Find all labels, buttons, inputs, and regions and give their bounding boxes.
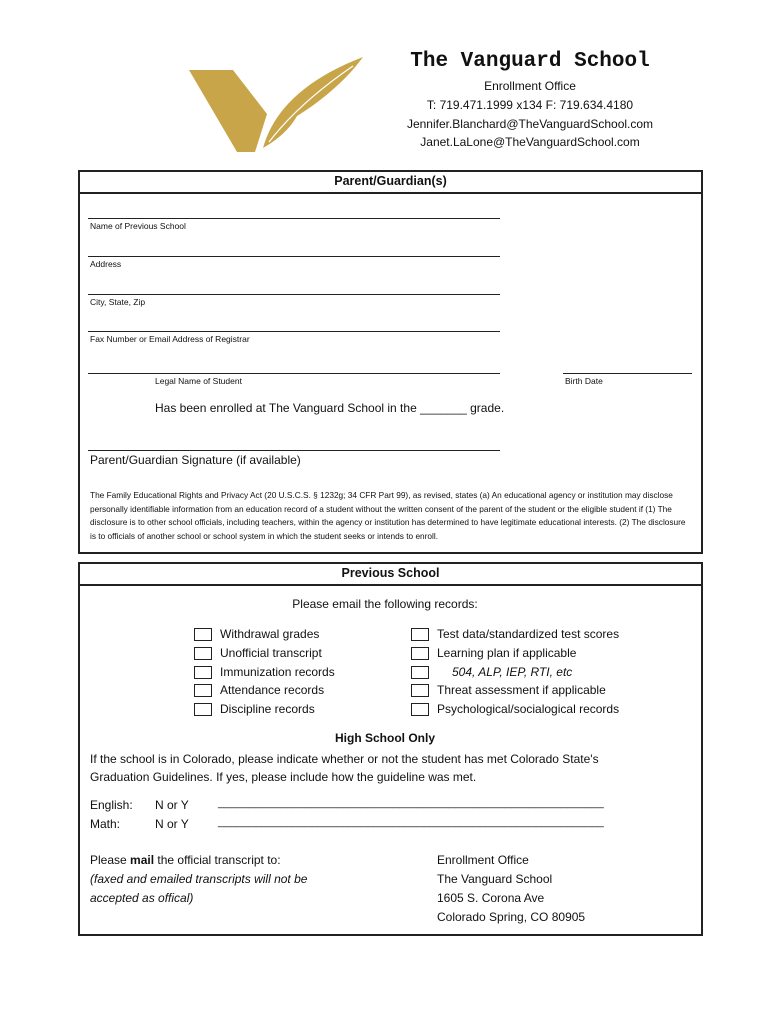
math-label: Math:: [90, 817, 121, 831]
checkbox-test-data[interactable]: [411, 628, 429, 641]
legal-name-label: Legal Name of Student: [155, 376, 242, 386]
legal-name-line[interactable]: [88, 373, 500, 374]
email-janet: Janet.LaLone@TheVanguardSchool.com: [420, 135, 640, 149]
withdrawal-grades-label: Withdrawal grades: [220, 627, 320, 641]
signature-line[interactable]: [88, 450, 500, 451]
fax-note-1: (faxed and emailed transcripts will not be: [90, 872, 308, 886]
immunization-records-label: Immunization records: [220, 665, 335, 679]
threat-assessment-label: Threat assessment if applicable: [437, 683, 606, 697]
psychological-records-label: Psychological/socialogical records: [437, 702, 620, 716]
previous-school-title: Previous School: [80, 564, 701, 586]
school-name: The Vanguard School: [410, 50, 650, 73]
enrollment-office-heading: Enrollment Office: [484, 79, 576, 93]
504-alp-iep-rti-label: 504, ALP, IEP, RTI, etc: [452, 665, 573, 679]
logo-quill: [263, 57, 363, 148]
city-state-zip-label: City, State, Zip: [90, 297, 146, 307]
mail-address-school: The Vanguard School: [437, 872, 553, 886]
colorado-guidelines-text-1: If the school is in Colorado, please indicate whether or not the student has met Colorado State's: [90, 752, 599, 766]
checkbox-withdrawal-grades[interactable]: [194, 628, 212, 641]
discipline-records-label: Discipline records: [220, 702, 315, 716]
mail-instruction-suffix: the official transcript to:: [154, 853, 281, 867]
checkbox-504-alp-iep-rti[interactable]: [411, 666, 429, 679]
email-jennifer: Jennifer.Blanchard@TheVanguardSchool.com: [406, 117, 654, 131]
checkbox-learning-plan[interactable]: [411, 647, 429, 660]
mail-address-street: 1605 S. Corona Ave: [437, 891, 545, 905]
test-data-label: Test data/standardized test scores: [437, 627, 620, 641]
math-n-or-y[interactable]: N or Y: [155, 817, 189, 831]
checkbox-psychological-records[interactable]: [411, 703, 429, 716]
english-n-or-y[interactable]: N or Y: [155, 798, 189, 812]
address-line[interactable]: [88, 256, 500, 257]
birth-date-line[interactable]: [563, 373, 692, 374]
colorado-guidelines-text-2: Graduation Guidelines. If yes, please include how the guideline was met.: [90, 770, 477, 784]
records-intro: Please email the following records:: [292, 597, 478, 611]
birth-date-label: Birth Date: [565, 376, 603, 386]
attendance-records-label: Attendance records: [220, 683, 325, 697]
phone-fax: T: 719.471.1999 x134 F: 719.634.4180: [426, 98, 634, 112]
checkbox-attendance-records[interactable]: [194, 684, 212, 697]
checkbox-discipline-records[interactable]: [194, 703, 212, 716]
mail-address-office: Enrollment Office: [437, 853, 529, 867]
previous-school-label: Name of Previous School: [90, 221, 186, 231]
previous-school-line[interactable]: [88, 218, 500, 219]
math-answer-line[interactable]: ______________________________________________________________: [218, 816, 604, 828]
logo-v-shape: [189, 70, 267, 152]
address-label: Address: [90, 259, 122, 269]
enrolled-grade-statement: Has been enrolled at The Vanguard School in the _______ grade.: [155, 401, 505, 415]
high-school-only-heading: High School Only: [334, 731, 435, 745]
signature-label: Parent/Guardian Signature (if available): [90, 453, 301, 467]
mail-address-city: Colorado Spring, CO 80905: [437, 910, 586, 924]
vanguard-logo: [185, 52, 365, 152]
checkbox-threat-assessment[interactable]: [411, 684, 429, 697]
mail-instruction: [90, 853, 281, 867]
fax-email-line[interactable]: [88, 331, 500, 332]
mail-instruction-bold: mail: [130, 853, 155, 867]
checkbox-immunization-records[interactable]: [194, 666, 212, 679]
fax-email-label: Fax Number or Email Address of Registrar: [90, 334, 250, 344]
checkbox-unofficial-transcript[interactable]: [194, 647, 212, 660]
unofficial-transcript-label: Unofficial transcript: [220, 646, 322, 660]
city-state-zip-line[interactable]: [88, 294, 500, 295]
ferpa-notice: The Family Educational Rights and Privacy Act (20 U.S.C.S. § 1232g; 34 CFR Part 99), as revised, states (a) An educational agency or institution may disclose personally identifiable information from an education record of a student without the written consent of the parent of the student or the eligible student if (1) The disclosure is to other school officials, including teachers, within the agency or institution has determined to have legitimate educational interests. (2) The disclosure is to officials of another school or school system in which the student seeks or intends to enroll.: [90, 490, 686, 541]
english-label: English:: [90, 798, 133, 812]
parent-guardian-title: Parent/Guardian(s): [80, 172, 701, 194]
fax-note-2: accepted as offical): [90, 891, 194, 905]
english-answer-line[interactable]: ______________________________________________________________: [218, 797, 604, 809]
mail-instruction-prefix: Please: [90, 853, 131, 867]
learning-plan-label: Learning plan if applicable: [437, 646, 577, 660]
